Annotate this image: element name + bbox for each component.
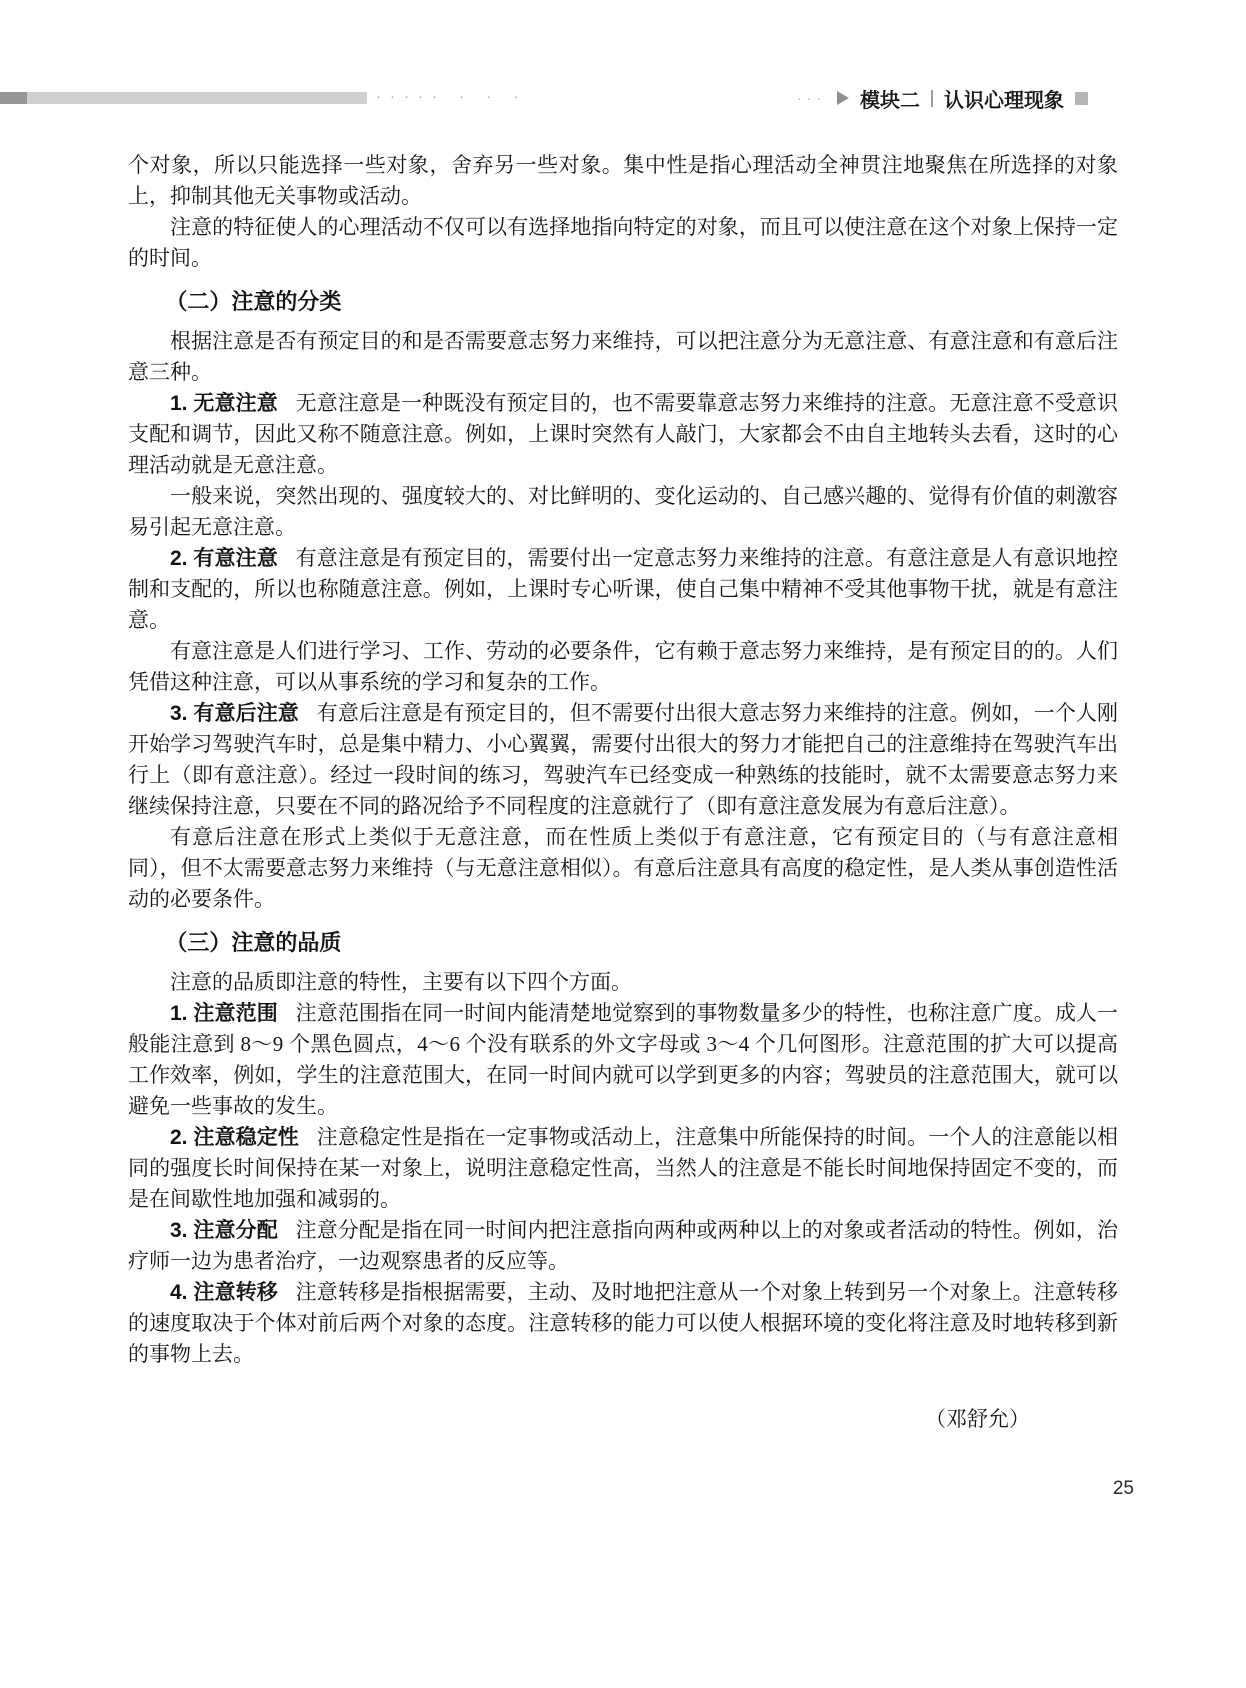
item-text: 无意注意是一种既没有预定目的，也不需要靠意志努力来维持的注意。无意注意不受意识支配和调节，因此又称不随意注意。例如，上课时突然有人敲门，大家都会不由自主地转头去看，这时的心理活动就是无意注意。 — [128, 391, 1118, 477]
item-lead: 3. 注意分配 — [170, 1219, 278, 1242]
numbered-item-attention-shifting — [128, 1277, 1118, 1370]
arrow-icon — [837, 91, 849, 105]
header-square-icon — [1075, 92, 1088, 105]
header-dots-left: ····· · · · — [376, 88, 528, 105]
paragraph-text: 个对象，所以只能选择一些对象，舍弃另一些对象。集中性是指心理活动全神贯注地聚焦在所选择的对象上，抑制其他无关事物或活动。 — [128, 153, 1118, 208]
header-bar-light — [27, 92, 367, 104]
header-right — [797, 84, 1088, 112]
item-lead: 4. 注意转移 — [170, 1281, 278, 1304]
header-module-label: 模块二 — [860, 89, 920, 112]
item-lead: 2. 有意注意 — [170, 547, 278, 570]
paragraph-text: 有意后注意在形式上类似于无意注意，而在性质上类似于有意注意，它有预定目的（与有意注意相同），但不太需要意志努力来维持（与无意注意相似）。有意后注意具有高度的稳定性，是人类从事创造性活动的必要条件。 — [128, 825, 1118, 911]
header-dots-right: ··· — [797, 90, 826, 106]
numbered-item-attention-stability — [128, 1122, 1118, 1215]
numbered-item-involuntary-attention — [128, 388, 1118, 481]
section-heading-quality: （三）注意的品质 — [165, 930, 342, 955]
paragraph-voluntary-importance — [128, 636, 1118, 698]
header-section-label: 认识心理现象 — [944, 89, 1064, 112]
paragraph-text: 根据注意是否有预定目的和是否需要意志努力来维持，可以把注意分为无意注意、有意注意和有意后注意三种。 — [128, 329, 1118, 384]
header-separator — [931, 90, 933, 107]
paragraph-text: 一般来说，突然出现的、强度较大的、对比鲜明的、变化运动的、自己感兴趣的、觉得有价值的刺激容易引起无意注意。 — [128, 484, 1118, 539]
item-lead: 1. 无意注意 — [170, 392, 278, 415]
item-lead: 1. 注意范围 — [170, 1002, 278, 1025]
item-text: 注意分配是指在同一时间内把注意指向两种或两种以上的对象或者活动的特性。例如，治疗师一边为患者治疗，一边观察患者的反应等。 — [128, 1218, 1118, 1273]
author-signature: （邓舒允） — [925, 1407, 1030, 1431]
paragraph-attention-feature — [128, 212, 1118, 274]
item-text: 有意注意是有预定目的，需要付出一定意志努力来维持的注意。有意注意是人有意识地控制和支配的，所以也称随意注意。例如，上课时专心听课，使自己集中精神不受其他事物干扰，就是有意注意。 — [128, 546, 1118, 632]
item-text: 注意范围指在同一时间内能清楚地觉察到的事物数量多少的特性，也称注意广度。成人一般能注意到 8～9 个黑色圆点，4～6 个没有联系的外文字母或 3～4 个几何图形。注意范围的扩大可以提高工作效率，例如，学生的注意范围大，在同一时间内就可以学到更多的内容；驾驶员的注意范围大，就可以避免一些事故的发生。 — [128, 1001, 1118, 1118]
paragraph-post-voluntary-nature — [128, 822, 1118, 915]
paragraph-text: 注意的品质即注意的特性，主要有以下四个方面。 — [170, 970, 632, 994]
page-content — [128, 150, 1118, 1435]
item-lead: 2. 注意稳定性 — [170, 1126, 299, 1149]
paragraph-quality-intro — [128, 967, 1118, 998]
item-lead: 3. 有意后注意 — [170, 702, 299, 725]
item-text: 有意后注意是有预定目的，但不需要付出很大意志努力来维持的注意。例如，一个人刚开始学习驾驶汽车时，总是集中精力、小心翼翼，需要付出很大的努力才能把自己的注意维持在驾驶汽车出行上（即有意注意）。经过一段时间的练习，驾驶汽车已经变成一种熟练的技能时，就不太需要意志努力来继续保持注意，只要在不同的路况给予不同程度的注意就行了（即有意注意发展为有意后注意）。 — [128, 701, 1118, 818]
header-bar-dark — [0, 92, 27, 104]
paragraph-involuntary-causes — [128, 481, 1118, 543]
page-header — [0, 84, 1246, 112]
paragraph-classification-intro — [128, 326, 1118, 388]
paragraph-text: 注意的特征使人的心理活动不仅可以有选择地指向特定的对象，而且可以使注意在这个对象上保持一定的时间。 — [128, 215, 1118, 270]
numbered-item-post-voluntary-attention — [128, 698, 1118, 822]
numbered-item-attention-distribution — [128, 1215, 1118, 1277]
section-heading-classification: （二）注意的分类 — [165, 289, 342, 314]
paragraph-text: 有意注意是人们进行学习、工作、劳动的必要条件，它有赖于意志努力来维持，是有预定目的的。人们凭借这种注意，可以从事系统的学习和复杂的工作。 — [128, 639, 1118, 694]
item-text: 注意稳定性是指在一定事物或活动上，注意集中所能保持的时间。一个人的注意能以相同的强度长时间保持在某一对象上，说明注意稳定性高，当然人的注意是不能长时间地保持固定不变的，而是在间歇性地加强和减弱的。 — [128, 1125, 1118, 1211]
numbered-item-voluntary-attention — [128, 543, 1118, 636]
continuation-paragraph — [128, 150, 1118, 212]
page-number: 25 — [1112, 1478, 1134, 1499]
numbered-item-attention-span — [128, 998, 1118, 1122]
item-text: 注意转移是指根据需要，主动、及时地把注意从一个对象上转到另一个对象上。注意转移的速度取决于个体对前后两个对象的态度。注意转移的能力可以使人根据环境的变化将注意及时地转移到新的事物上去。 — [128, 1280, 1118, 1366]
